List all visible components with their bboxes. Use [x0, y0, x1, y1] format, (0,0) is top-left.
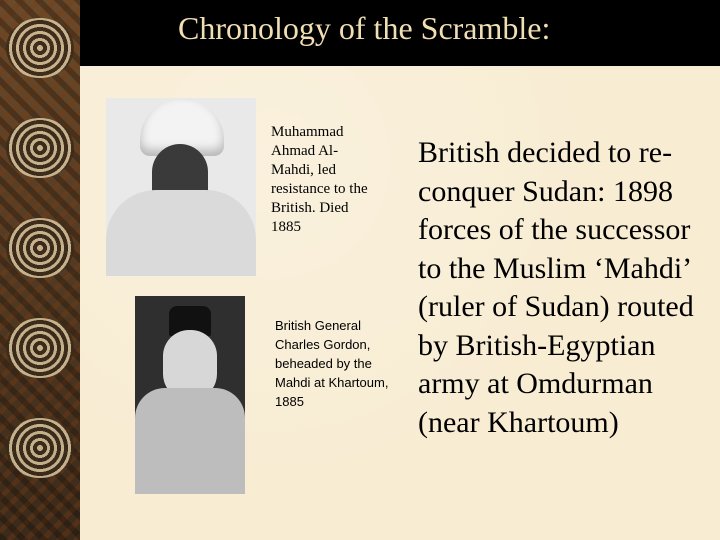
mahdi-caption: Muhammad Ahmad Al-Mahdi, led resistance to the British. Died 1885	[271, 124, 368, 235]
uniform	[135, 388, 245, 494]
slide-title: Chronology of the Scramble:	[178, 10, 551, 46]
pattern-tile	[6, 18, 74, 78]
gordon-photo	[135, 296, 245, 494]
pattern-tile	[6, 218, 74, 278]
decorative-side-strip	[0, 0, 80, 540]
pattern-tile	[6, 118, 74, 178]
pattern-tile	[6, 318, 74, 378]
pattern-tile	[6, 418, 74, 478]
shawl	[106, 190, 256, 276]
mahdi-photo	[106, 98, 256, 276]
gordon-caption: British General Charles Gordon, beheaded by the Mahdi at Khartoum, 1885	[275, 318, 389, 409]
main-text: British decided to re-conquer Sudan: 1898 forces of the successor to the Muslim ‘Mahdi’ (ruler of Sudan) routed by British-Egyptian army at Omdurman (near Khartoum)	[418, 136, 694, 439]
